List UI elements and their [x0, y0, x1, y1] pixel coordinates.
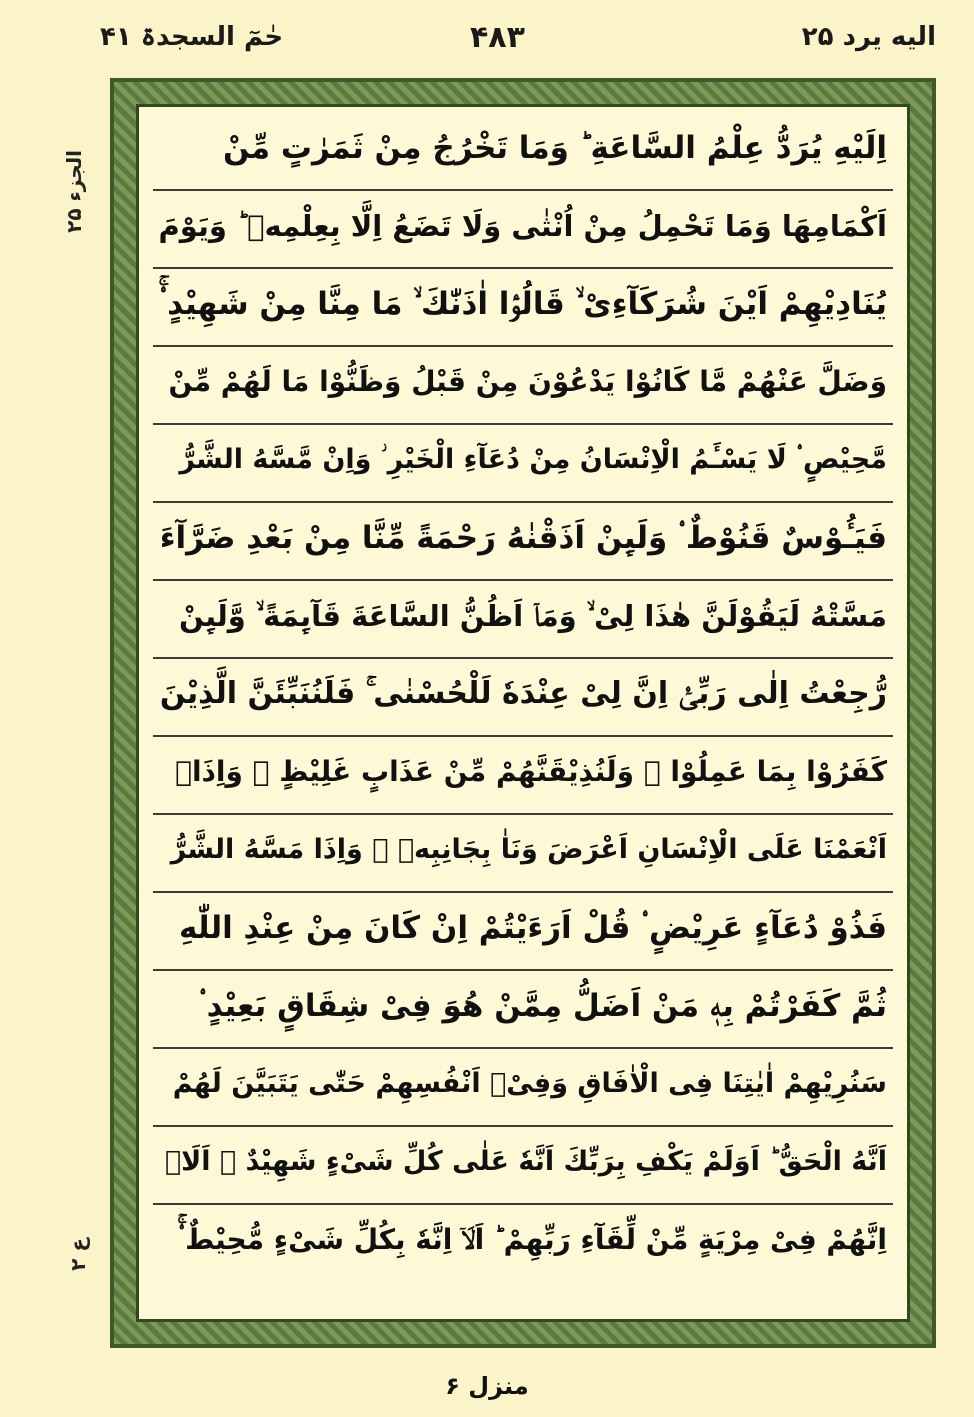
verse-line-7: مَسَّتْهُ لَیَقُوْلَنَّ هٰذَا لِیْ ۙ وَمَاۤ اَظُنُّ السَّاعَةَ قَآىِٕمَةً ۙ وَّلَىِٕنْ: [153, 581, 893, 659]
manzil-footer: منزل ۶: [445, 1372, 529, 1400]
juz-margin-note: الجزء ۲۵: [62, 150, 86, 233]
ornamental-frame: [110, 78, 936, 1348]
verse-line-14: اَنَّهُ الْحَقُّ ؕ اَوَلَمْ یَكْفِ بِرَبِّكَ اَنَّهٗ عَلٰى كُلِّ شَیْءٍ شَهِیْدٌ ۟ اَلَاۤ: [153, 1127, 893, 1205]
juz-heading: الیه یرد ۲۵: [801, 22, 936, 52]
ruku-margin-note: ع ۲: [66, 1238, 90, 1271]
verse-line-9: كَفَرُوْا بِمَا عَمِلُوْا ؗ وَلَنُذِیْقَنَّهُمْ مِّنْ عَذَابٍ غَلِیْظٍ ۟ وَاِذَاۤ: [153, 737, 893, 815]
verse-lines: [153, 113, 893, 1313]
verse-line-10: اَنْعَمْنَا عَلَى الْاِنْسَانِ اَعْرَضَ وَنَاٰ بِجَانِبِهٖ ۚ وَاِذَا مَسَّهُ الشَّرُّ: [153, 815, 893, 893]
verse-line-2: اَكْمَامِهَا وَمَا تَحْمِلُ مِنْ اُنْثٰى وَلَا تَضَعُ اِلَّا بِعِلْمِهٖ ؕ وَیَوْمَ: [153, 191, 893, 269]
page-number: ۴۸۳: [470, 20, 525, 55]
verse-line-13: سَنُرِیْهِمْ اٰیٰتِنَا فِی الْاٰفَاقِ وَفِیْۤ اَنْفُسِهِمْ حَتّٰى یَتَبَیَّنَ لَهُمْ: [153, 1049, 893, 1127]
verse-line-1: اِلَیْهِ یُرَدُّ عِلْمُ السَّاعَةِ ؕ وَمَا تَخْرُجُ مِنْ ثَمَرٰتٍ مِّنْ: [153, 113, 893, 191]
verse-line-8: رُّجِعْتُ اِلٰى رَبِّیْۤ اِنَّ لِیْ عِنْدَهٗ لَلْحُسْنٰى ۚ فَلَنُنَبِّئَنَّ الَّذِیْنَ: [153, 659, 893, 737]
text-panel: [136, 104, 910, 1322]
verse-line-3: یُنَادِیْهِمْ اَیْنَ شُرَكَآءِیْ ۙ قَالُوْۤا اٰذَنّٰكَ ۙ مَا مِنَّا مِنْ شَهِیْدٍ ۟ۚ: [153, 269, 893, 347]
verse-line-11: فَذُوْ دُعَآءٍ عَرِیْضٍ ۟ قُلْ اَرَءَیْتُمْ اِنْ كَانَ مِنْ عِنْدِ اللّٰهِ: [153, 893, 893, 971]
verse-line-5: مَّحِیْصٍ ۟ لَا یَسْـَٔمُ الْاِنْسَانُ مِنْ دُعَآءِ الْخَیْرِ ؗ وَاِنْ مَّسَّهُ الشَّرُّ: [153, 425, 893, 503]
page-header: [0, 0, 974, 70]
verse-line-4: وَضَلَّ عَنْهُمْ مَّا كَانُوْا یَدْعُوْنَ مِنْ قَبْلُ وَظَنُّوْا مَا لَهُمْ مِّنْ: [153, 347, 893, 425]
surah-heading: حٰمٓ السجدۃ ۴۱: [100, 22, 284, 52]
verse-line-6: فَیَـُٔوْسٌ قَنُوْطٌ ۟ وَلَىِٕنْ اَذَقْنٰهُ رَحْمَةً مِّنَّا مِنْ بَعْدِ ضَرَّآءَ: [153, 503, 893, 581]
verse-line-15: اِنَّهُمْ فِیْ مِرْیَةٍ مِّنْ لِّقَآءِ رَبِّهِمْ ؕ اَلَاۤ اِنَّهٗ بِكُلِّ شَیْءٍ مُّحِیْطٌ ۟ۚ: [178, 1223, 887, 1256]
verse-line-12: ثُمَّ كَفَرْتُمْ بِهٖ مَنْ اَضَلُّ مِمَّنْ هُوَ فِیْ شِقَاقٍ بَعِیْدٍ ۟: [153, 971, 893, 1049]
